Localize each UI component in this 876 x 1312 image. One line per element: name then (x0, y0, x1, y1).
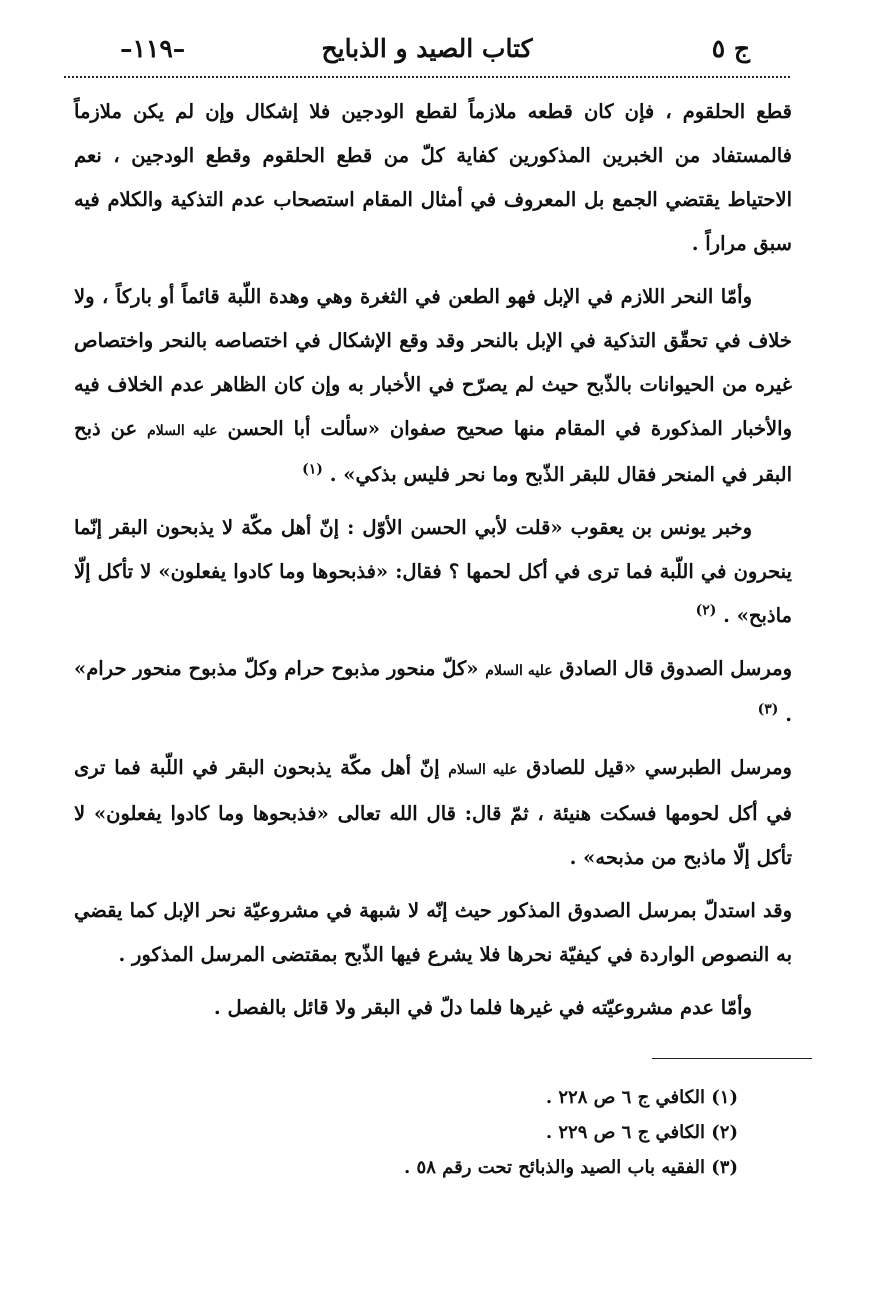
paragraph-1 (74, 90, 792, 266)
paragraph-text-continued: إنّ أهل مكّة يذبحون البقر في اللّبة فما ترى في أكل لحومها فسكت هنيئة ، ثمّ قال: قال الله تعالى «فذبحوها وما كادوا يفعلون» لا تأكل إلّا ماذبح من مذبحه» . (74, 756, 792, 869)
body-text (74, 90, 792, 1039)
paragraph-text: ومرسل الطبرسي «قيل للصادق (526, 756, 792, 779)
paragraph-text: وخبر يونس بن يعقوب «قلت لأبي الحسن الأوّل : إنّ أهل مكّة لا يذبحون البقر إنّما ينحرون في اللّبة فما ترى في أكل لحمها ؟ فقال: «فذبحوها وما كادوا يفعلون» لا تأكل إلّا ماذبح» . (74, 516, 792, 627)
paragraph-text: ومرسل الصدوق قال الصادق (559, 657, 793, 680)
footnote-ref: (١) (302, 461, 323, 478)
footnotes (178, 1080, 738, 1185)
honorific-glyph: عليه السلام (147, 423, 218, 439)
paragraph-text: وأمّا النحر اللازم في الإبل فهو الطعن في الثغرة وهي وهدة اللّبة قائماً أو باركاً ، ولا خلاف في تحقّق التذكية في الإبل بالنحر وقد وقع الإشكال في اختصاصه بالنحر واختصاص غيره من الحيوانات بالذّبح حيث لم يصرّح في الأخبار به وإن كان الظاهر عدم الخلاف فيه والأخبار المذكورة في المقام منها صحيح صفوان «سألت أبا الحسن (74, 285, 792, 440)
footnote-3: (٣) الفقيه باب الصيد والذبائح تحت رقم ٥٨ . (404, 1157, 738, 1178)
footnote-ref: (٣) (757, 701, 779, 718)
page-header (64, 34, 790, 74)
paragraph-7 (74, 986, 792, 1030)
paragraph-text-continued: عن ذبح البقر في المنحر فقال للبقر الذّبح وما نحر فليس بذكي» . (74, 417, 792, 486)
paragraph-text-continued: «كلّ منحور مذبوح حرام وكلّ مذبوح منحور حرام» . (74, 657, 792, 726)
paragraph-2 (74, 275, 792, 497)
paragraph-text: قطع الحلقوم ، فإن كان قطعه ملازماً لقطع الودجين فلا إشكال وإن لم يكن ملازماً فالمستفاد من الخبرين المذكورين كفاية كلّ من قطع الحلقوم وقطع الودجين ، نعم الاحتياط يقتضي الجمع بل المعروف في أمثال المقام استصحاب عدم التذكية والكلام فيه سبق مراراً . (74, 100, 792, 255)
footnote-2: (٢) الكافي ج ٦ ص ٢٢٩ . (545, 1122, 738, 1143)
honorific-glyph: عليه السلام (485, 663, 553, 679)
paragraph-4 (74, 647, 792, 737)
footnote-ref: (٢) (695, 602, 717, 619)
paragraph-5 (74, 746, 792, 880)
paragraph-6 (74, 889, 792, 977)
footnote-1: (١) الكافي ج ٦ ص ٢٢٨ . (545, 1087, 738, 1108)
running-title: كتاب الصيد و الذبايح (321, 34, 533, 63)
footnote-divider (652, 1058, 812, 1059)
paragraph-text: وأمّا عدم مشروعيّته في غيرها فلما دلّ في البقر ولا قائل بالفصل . (213, 996, 752, 1019)
paragraph-text: وقد استدلّ بمرسل الصدوق المذكور حيث إنّه لا شبهة في مشروعيّة نحر الإبل كما يقضي به النصوص الواردة في كيفيّة نحرها فلا يشرع فيها الذّبح بمقتضى المرسل المذكور . (74, 899, 792, 966)
honorific-glyph: عليه السلام (448, 762, 518, 778)
volume-number: ج ٥ (711, 34, 750, 63)
header-divider (64, 76, 790, 78)
page-number: –١١٩– (120, 34, 186, 63)
paragraph-3 (74, 506, 792, 638)
